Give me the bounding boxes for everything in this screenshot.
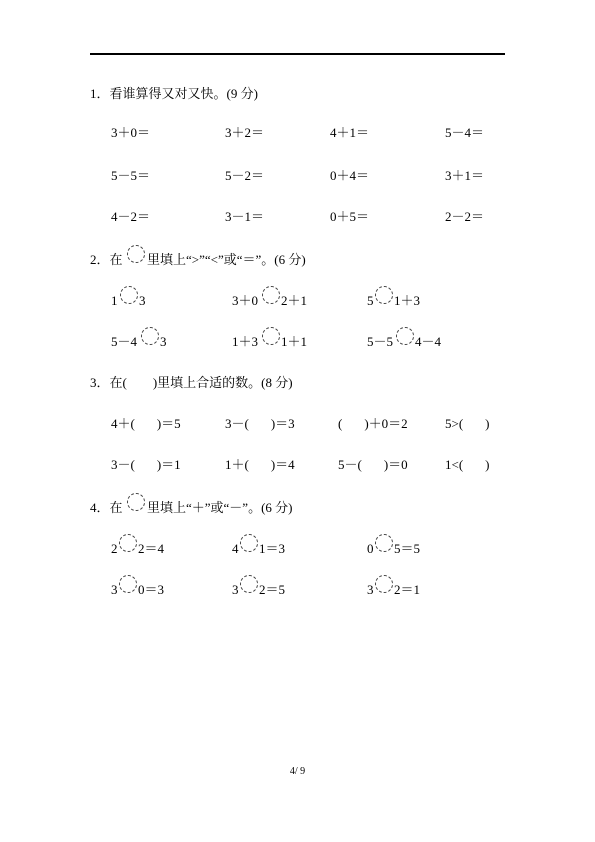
q2-right: 4－4 bbox=[415, 334, 442, 349]
q4-right: 1＝3 bbox=[259, 541, 286, 556]
q4-left: 0 bbox=[367, 541, 374, 556]
answer-circle[interactable] bbox=[119, 534, 137, 552]
q4-title-prefix: 4．在 bbox=[90, 500, 123, 515]
q2-left: 5 bbox=[367, 293, 374, 308]
q4-title-suffix: 里填上“＋”或“－”。(6 分) bbox=[147, 500, 293, 515]
q2-title-suffix: 里填上“>”“<”或“＝”。(6 分) bbox=[147, 252, 306, 267]
q2-left: 1 bbox=[111, 293, 118, 308]
answer-circle[interactable] bbox=[262, 327, 280, 345]
page-number: 4/ 9 bbox=[289, 766, 306, 777]
q3-item: ( )＋0＝2 bbox=[338, 416, 408, 431]
answer-circle[interactable] bbox=[375, 286, 393, 304]
q1-item: 4＋1＝ bbox=[330, 125, 370, 140]
q4-left: 4 bbox=[232, 541, 239, 556]
q4-right: 2＝5 bbox=[259, 582, 286, 597]
answer-circle[interactable] bbox=[141, 327, 159, 345]
q3-item: 3－( )＝3 bbox=[225, 416, 295, 431]
q4-right: 5＝5 bbox=[394, 541, 421, 556]
q1-item: 5－2＝ bbox=[225, 168, 265, 183]
q1-item: 0＋5＝ bbox=[330, 209, 370, 224]
q1-item: 5－4＝ bbox=[445, 125, 485, 140]
q4-right: 0＝3 bbox=[138, 582, 165, 597]
answer-circle[interactable] bbox=[120, 286, 138, 304]
q2-left: 1＋3 bbox=[232, 334, 259, 349]
answer-circle-icon bbox=[127, 245, 145, 263]
q1-item: 5－5＝ bbox=[111, 168, 151, 183]
answer-circle[interactable] bbox=[240, 534, 258, 552]
q3-item: 1<( ) bbox=[445, 457, 490, 472]
answer-circle[interactable] bbox=[262, 286, 280, 304]
q1-item: 3＋2＝ bbox=[225, 125, 265, 140]
q4-right: 2＝4 bbox=[138, 541, 165, 556]
q4-right: 2＝1 bbox=[394, 582, 421, 597]
q4-left: 3 bbox=[367, 582, 374, 597]
q2-right: 2＋1 bbox=[281, 293, 308, 308]
q4-left: 3 bbox=[232, 582, 239, 597]
answer-circle[interactable] bbox=[375, 575, 393, 593]
answer-circle[interactable] bbox=[375, 534, 393, 552]
q1-title: 1．看谁算得又对又快。(9 分) bbox=[90, 86, 258, 101]
q3-item: 5>( ) bbox=[445, 416, 490, 431]
q1-item: 2－2＝ bbox=[445, 209, 485, 224]
q3-item: 4＋( )＝5 bbox=[111, 416, 181, 431]
q4-left: 2 bbox=[111, 541, 118, 556]
q1-item: 3＋1＝ bbox=[445, 168, 485, 183]
header-rule bbox=[90, 53, 505, 55]
q2-right: 3 bbox=[139, 293, 146, 308]
q4-left: 3 bbox=[111, 582, 118, 597]
q2-right: 1＋1 bbox=[281, 334, 308, 349]
q2-title-prefix: 2．在 bbox=[90, 252, 123, 267]
q3-item: 5－( )＝0 bbox=[338, 457, 408, 472]
q2-right: 1＋3 bbox=[394, 293, 421, 308]
answer-circle[interactable] bbox=[396, 327, 414, 345]
q2-left: 5－5 bbox=[367, 334, 394, 349]
answer-circle[interactable] bbox=[119, 575, 137, 593]
q3-item: 3－( )＝1 bbox=[111, 457, 181, 472]
q3-title: 3．在( )里填上合适的数。(8 分) bbox=[90, 375, 293, 390]
q2-left: 3＋0 bbox=[232, 293, 259, 308]
q1-item: 3－1＝ bbox=[225, 209, 265, 224]
q2-right: 3 bbox=[160, 334, 167, 349]
answer-circle[interactable] bbox=[240, 575, 258, 593]
q1-item: 4－2＝ bbox=[111, 209, 151, 224]
q1-item: 0＋4＝ bbox=[330, 168, 370, 183]
q3-item: 1＋( )＝4 bbox=[225, 457, 295, 472]
q2-left: 5－4 bbox=[111, 334, 138, 349]
answer-circle-icon bbox=[127, 493, 145, 511]
q1-item: 3＋0＝ bbox=[111, 125, 151, 140]
